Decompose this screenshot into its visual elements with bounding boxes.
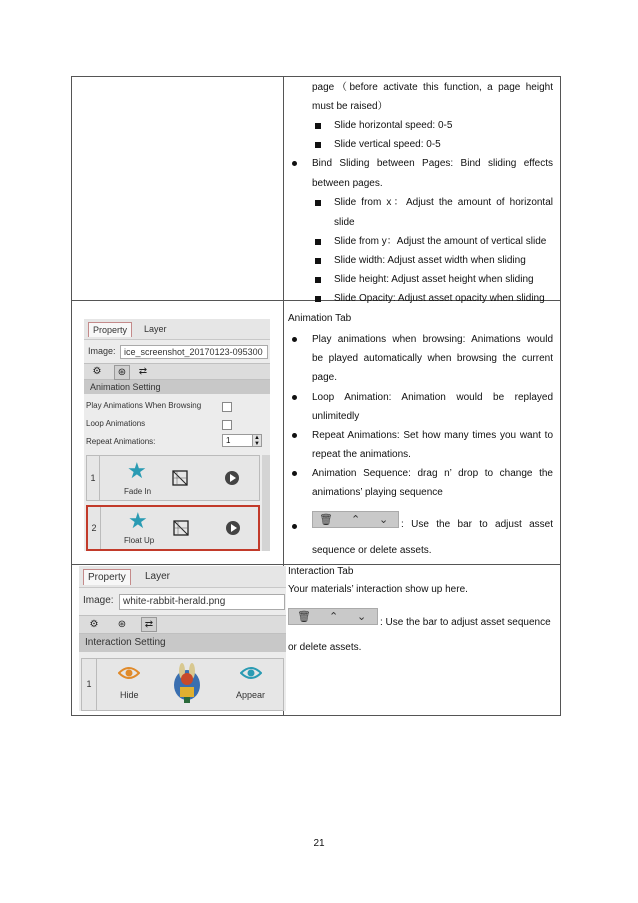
repeat-stepper[interactable] xyxy=(222,434,262,447)
interaction-setting-header: Interaction Setting xyxy=(79,634,286,652)
row1-line-1: page（before activate this function, a page height xyxy=(312,82,553,93)
square-bullet-icon xyxy=(315,296,321,302)
scrollbar[interactable] xyxy=(262,455,270,551)
item-label: Float Up xyxy=(124,536,155,545)
gear-icon[interactable]: ⚙ xyxy=(92,366,102,377)
animation-item-1[interactable] xyxy=(86,455,260,501)
sequence-toolbar xyxy=(312,511,399,528)
row2-b2-l0: Repeat Animations: Set how many times you want to xyxy=(312,430,553,441)
panel-icon-bar xyxy=(84,363,270,380)
row2-toolbar-text-b: sequence or delete assets. xyxy=(312,545,432,556)
animation-setting-header: Animation Setting xyxy=(84,380,270,394)
tab-layer[interactable]: Layer xyxy=(145,571,171,582)
row2-b3-l0: Animation Sequence: drag n’ drop to change the xyxy=(312,468,553,479)
round-bullet-icon xyxy=(292,471,297,476)
chevron-up-icon[interactable]: ⌃ xyxy=(351,514,361,526)
star-effect-icon: ★ xyxy=(127,458,147,483)
animation-icon[interactable]: ⊛ xyxy=(117,619,127,630)
row1-sub1-0: Slide horizontal speed: 0-5 xyxy=(334,120,453,131)
sequence-toolbar xyxy=(288,608,378,625)
round-bullet-icon xyxy=(292,395,297,400)
hide-label: Hide xyxy=(120,690,139,700)
row-divider-2 xyxy=(72,564,560,565)
chevron-up-icon[interactable]: ⌃ xyxy=(329,611,339,623)
item-number: 1 xyxy=(82,659,97,710)
star-effect-icon: ★ xyxy=(128,508,148,533)
round-bullet-icon xyxy=(292,161,297,166)
eye-appear-icon xyxy=(240,665,262,681)
chevron-down-icon[interactable]: ⌄ xyxy=(379,514,389,526)
round-bullet-icon xyxy=(292,433,297,438)
interaction-panel-screenshot xyxy=(79,566,286,711)
row2-b0-l1: be played automatically when browsing the current xyxy=(312,353,553,364)
round-bullet-icon xyxy=(292,337,297,342)
square-bullet-icon xyxy=(315,258,321,264)
square-bullet-icon xyxy=(315,142,321,148)
image-field[interactable]: ice_screenshot_20170123-095300 xyxy=(120,345,268,359)
play-icon[interactable] xyxy=(225,471,239,485)
row2-b2-l1: repeat the animations. xyxy=(312,449,411,460)
row1-bullet-line-2: between pages. xyxy=(312,178,383,189)
item-label: Fade In xyxy=(124,487,152,496)
round-bullet-icon xyxy=(292,524,297,529)
panel-icon-bar xyxy=(79,615,286,634)
cross-box-icon[interactable] xyxy=(173,520,189,536)
trash-icon[interactable]: 🗑 xyxy=(297,611,311,623)
row2-b1-l1: unlimitedly xyxy=(312,411,360,422)
interaction-item-1[interactable] xyxy=(81,658,284,711)
tab-property[interactable]: Property xyxy=(83,569,131,585)
animation-icon[interactable]: ⊛ xyxy=(114,365,130,380)
image-label: Image: xyxy=(83,595,114,606)
row1-sub1-1: Slide vertical speed: 0-5 xyxy=(334,139,441,150)
animation-panel-screenshot xyxy=(84,319,270,551)
swap-arrows-icon[interactable]: ⇄ xyxy=(138,366,148,377)
tab-property[interactable]: Property xyxy=(88,322,132,337)
panel-tabbar xyxy=(79,566,286,588)
image-label: Image: xyxy=(88,346,116,356)
stepper-arrows-icon[interactable]: ▲ ▼ xyxy=(252,435,261,446)
swap-arrows-icon[interactable]: ⇄ xyxy=(141,617,157,632)
eye-hide-icon xyxy=(118,665,140,681)
appear-label: Appear xyxy=(236,690,266,700)
row2-b3-l1: animations’ playing sequence xyxy=(312,487,443,498)
item-number: 2 xyxy=(88,507,101,549)
item-number: 1 xyxy=(87,456,100,500)
row3-toolbar-text-b: or delete assets. xyxy=(288,642,362,653)
page-number: 21 xyxy=(313,838,325,849)
panel-tabbar xyxy=(84,319,270,340)
row1-bullet-line-1: Bind Sliding between Pages: Bind sliding effects xyxy=(312,158,553,169)
play-icon[interactable] xyxy=(226,521,240,535)
opt-play-label: Play Animations When Browsing xyxy=(86,401,202,410)
loop-animations-checkbox[interactable] xyxy=(222,420,232,430)
square-bullet-icon xyxy=(315,277,321,283)
white-rabbit-herald-image xyxy=(170,661,204,705)
square-bullet-icon xyxy=(315,123,321,129)
row1-sub2-4: Slide Opacity: Adjust asset opacity when sliding xyxy=(334,293,545,304)
play-animations-checkbox[interactable] xyxy=(222,402,232,412)
row1-sub2-2: Slide width: Adjust asset width when sliding xyxy=(334,255,526,266)
animation-tab-heading: Animation Tab xyxy=(288,313,352,324)
square-bullet-icon xyxy=(315,239,321,245)
row1-line-2: must be raised） xyxy=(312,101,388,112)
trash-icon[interactable]: 🗑 xyxy=(319,514,333,526)
animation-item-2[interactable] xyxy=(86,505,260,551)
row2-b1-l0: Loop Animation: Animation would be replayed xyxy=(312,392,553,403)
row2-toolbar-text-a: : Use the bar to adjust asset xyxy=(401,519,553,530)
gear-icon[interactable]: ⚙ xyxy=(89,619,99,630)
row3-toolbar-text-a: : Use the bar to adjust asset sequence xyxy=(380,617,551,628)
opt-loop-label: Loop Animations xyxy=(86,419,146,428)
interaction-tab-heading: Interaction Tab xyxy=(288,566,354,577)
tab-layer[interactable]: Layer xyxy=(144,324,167,334)
row2-b0-l2: page. xyxy=(312,372,338,383)
repeat-value: 1 xyxy=(226,436,231,445)
image-field[interactable]: white-rabbit-herald.png xyxy=(119,594,285,610)
row1-sub2-0b: slide xyxy=(334,217,355,228)
cross-box-icon[interactable] xyxy=(172,470,188,486)
row2-b0-l0: Play animations when browsing: Animations would xyxy=(312,334,553,345)
row3-line-1: Your materials’ interaction show up here. xyxy=(288,584,468,595)
row1-sub2-0a: Slide from x：Adjust the amount of horizontal xyxy=(334,197,553,208)
chevron-down-icon[interactable]: ⌄ xyxy=(357,611,367,623)
opt-repeat-label: Repeat Animations: xyxy=(86,437,156,446)
row1-sub2-1: Slide from y：Adjust the amount of vertical slide xyxy=(334,236,547,247)
row1-sub2-3: Slide height: Adjust asset height when sliding xyxy=(334,274,534,285)
square-bullet-icon xyxy=(315,200,321,206)
